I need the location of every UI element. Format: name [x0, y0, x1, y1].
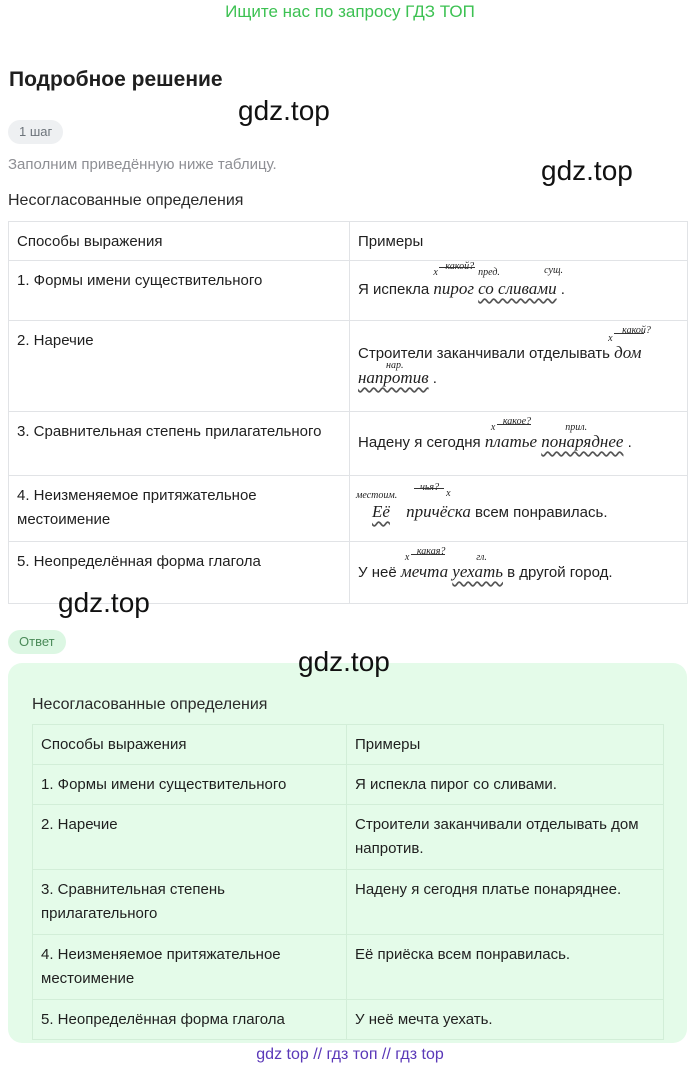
row-type: 3. Сравнительная степень прилагательного [9, 412, 350, 476]
example-text: Я испекла [358, 281, 434, 298]
table-row [9, 476, 688, 542]
row-example [350, 476, 688, 542]
annotated-word [608, 325, 651, 362]
syntax-mark: х [404, 552, 410, 563]
question-mark: чья? [420, 482, 440, 493]
table-row [9, 261, 688, 321]
row-type: 5. Неопределённая форма глагола [33, 1000, 347, 1040]
defined-word: мечта [400, 562, 449, 581]
question-mark: какой? [622, 325, 651, 336]
part-of-speech-mark: пред. [478, 267, 500, 278]
header-examples: Примеры [350, 222, 688, 261]
row-example: Надену я сегодня платье понаряднее. [347, 870, 664, 935]
answer-badge: Ответ [8, 630, 66, 654]
definition-word: понаряднее [541, 432, 624, 451]
answer-table [32, 724, 664, 1040]
question-mark: какой? [445, 261, 475, 272]
table-header-row [33, 725, 664, 765]
row-type: 5. Неопределённая форма глагола [9, 542, 350, 604]
row-example: У неё мечта уехать. [347, 1000, 664, 1040]
question-mark: какая? [416, 546, 446, 557]
row-type: 2. Наречие [9, 321, 350, 412]
row-type: 4. Неизменяемое притяжательное местоимение [33, 935, 347, 1000]
part-of-speech-mark: местоим. [356, 490, 398, 501]
row-type: 1. Формы имени существительного [9, 261, 350, 321]
definition-word: уехать [452, 562, 503, 581]
page-title: Подробное решение [9, 68, 223, 91]
annotated-definition [478, 265, 564, 298]
example-sentence [356, 482, 608, 521]
example-text: в другой город. [507, 564, 613, 581]
syntax-mark: х [433, 267, 438, 278]
header-methods: Способы выражения [9, 222, 350, 261]
arrow-icon [411, 554, 445, 555]
question-mark: какое? [502, 416, 532, 427]
row-type: 3. Сравнительная степень прилагательного [33, 870, 347, 935]
table-row [33, 805, 664, 870]
example-sentence [358, 546, 613, 581]
table-row [9, 321, 688, 412]
annotated-definition [541, 422, 627, 451]
defined-word: пирог [433, 279, 474, 298]
syntax-mark: х [490, 422, 496, 433]
arrow-icon [614, 333, 644, 334]
table-title: Несогласованные определения [8, 192, 244, 209]
example-sentence [358, 325, 651, 387]
example-text: У неё [358, 564, 401, 581]
solution-table [8, 221, 688, 604]
syntax-mark: х [446, 488, 451, 499]
step-badge: 1 шаг [8, 120, 63, 144]
annotated-definition [356, 490, 398, 521]
defined-word: платье [484, 432, 538, 451]
watermark: gdz.top [238, 95, 330, 126]
annotated-definition [358, 360, 433, 387]
footer-links[interactable]: gdz top // гдз топ // гдз top [256, 1046, 444, 1063]
table-row [33, 870, 664, 935]
example-text: Надену я сегодня [358, 434, 485, 451]
example-text: . [432, 370, 437, 387]
annotated-word [484, 416, 541, 451]
table-row [33, 765, 664, 805]
arrow-icon [497, 424, 531, 425]
annotated-word [400, 546, 452, 581]
example-text: всем понравилась. [475, 504, 608, 521]
definition-word: со сливами [478, 279, 557, 298]
table-header-row [9, 222, 688, 261]
row-example [350, 542, 688, 604]
row-example: Строители заканчивали отделывать дом напротив. [347, 805, 664, 870]
definition-word: Её [372, 502, 390, 521]
row-type: 2. Наречие [33, 805, 347, 870]
row-type: 4. Неизменяемое притяжательное местоимение [9, 476, 350, 542]
table-row [33, 935, 664, 1000]
row-example: Её приёска всем понравилась. [347, 935, 664, 1000]
part-of-speech-mark: гл. [476, 552, 487, 563]
example-text: . [627, 434, 632, 451]
annotated-word [433, 261, 478, 298]
arrow-icon [439, 267, 475, 268]
watermark: gdz.top [298, 646, 390, 677]
row-example [350, 412, 688, 476]
annotated-word [406, 482, 475, 521]
watermark: gdz.top [541, 155, 633, 186]
part-of-speech-mark: нар. [386, 360, 404, 371]
syntax-mark: х [608, 333, 613, 344]
defined-word: причёска [406, 502, 471, 521]
defined-word: дом [614, 343, 642, 362]
annotated-definition [452, 552, 507, 581]
row-example [350, 321, 688, 412]
example-text: Строители заканчивали отделывать [358, 345, 615, 362]
definition-word: напротив [358, 368, 429, 387]
header-examples: Примеры [347, 725, 664, 765]
watermark: gdz.top [58, 587, 150, 618]
intro-text: Заполним приведённую ниже таблицу. [8, 156, 277, 173]
example-text: . [560, 281, 565, 298]
arrow-icon [414, 488, 444, 489]
part-of-speech-mark: сущ. [544, 265, 564, 276]
row-type: 1. Формы имени существительного [33, 765, 347, 805]
example-sentence [358, 416, 632, 451]
table-row [9, 412, 688, 476]
example-sentence [358, 261, 565, 298]
answer-table-title: Несогласованные определения [32, 696, 268, 713]
part-of-speech-mark: прил. [565, 422, 588, 433]
table-row [33, 1000, 664, 1040]
header-methods: Способы выражения [33, 725, 347, 765]
row-example: Я испекла пирог со сливами. [347, 765, 664, 805]
top-banner: Ищите нас по запросу ГДЗ ТОП [225, 2, 475, 21]
row-example [350, 261, 688, 321]
